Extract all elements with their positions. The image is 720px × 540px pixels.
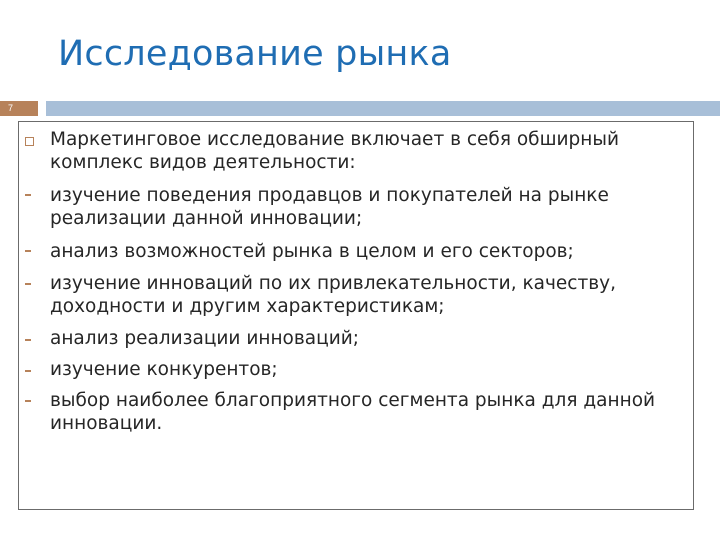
slide-title: Исследование рынка [58, 34, 452, 74]
dash-bullet-icon [25, 370, 31, 372]
list-item: изучение поведения продавцов и покупателей на рынке реализации данной инновации; [50, 185, 609, 229]
dash-bullet-icon [25, 194, 31, 196]
dash-bullet-icon [25, 339, 31, 341]
slide-number-badge [0, 101, 38, 116]
square-bullet-icon [25, 137, 34, 146]
dash-bullet-icon [25, 283, 31, 285]
dash-bullet-icon [25, 250, 31, 252]
list-item: анализ реализации инноваций; [50, 328, 359, 349]
dash-bullet-icon [25, 400, 31, 402]
intro-text: Маркетинговое исследование включает в себя обширный комплекс видов деятельности: [50, 129, 620, 173]
list-item: изучение инноваций по их привлекательности, качеству, доходности и другим характеристикам; [50, 273, 616, 317]
slide-number: 7 [8, 103, 14, 113]
list-item: изучение конкурентов; [50, 359, 278, 380]
list-item: анализ возможностей рынка в целом и его секторов; [50, 241, 574, 262]
list-item: выбор наиболее благоприятного сегмента рынка для данной инновации. [50, 390, 656, 434]
title-divider-bar [46, 101, 720, 116]
